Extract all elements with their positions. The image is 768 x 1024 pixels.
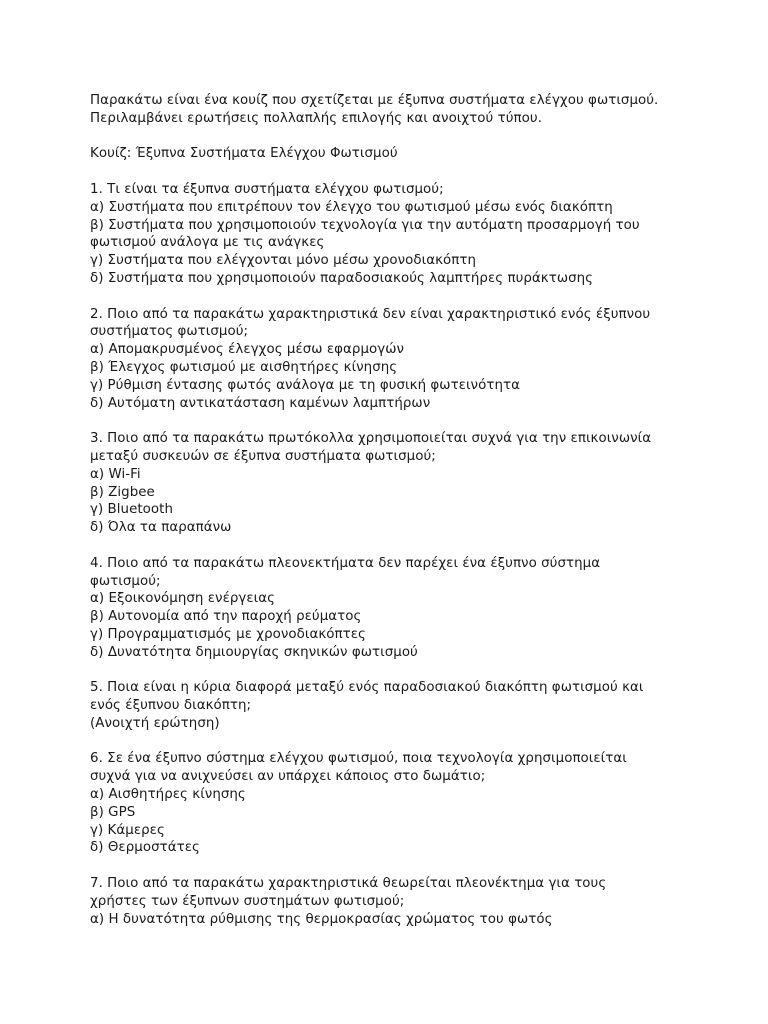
answer-option: γ) Ρύθμιση έντασης φωτός ανάλογα με τη φυσική φωτεινότητα (90, 377, 520, 393)
answer-option: δ) Όλα τα παραπάνω (90, 520, 232, 536)
question-text: 6. Σε ένα έξυπνο σύστημα ελέγχου φωτισμού, ποια τεχνολογία χρησιμοποιείται (90, 751, 627, 767)
answer-option: γ) Προγραμματισμός με χρονοδιακόπτες (90, 626, 366, 642)
spacer (90, 412, 690, 430)
spacer (90, 288, 690, 306)
open-question-note: (Ανοιχτή ερώτηση) (90, 715, 220, 731)
answer-option: α) Εξοικονόμηση ενέργειας (90, 591, 276, 607)
question-text: 2. Ποιο από τα παρακάτω χαρακτηριστικά δεν είναι χαρακτηριστικό ενός έξυπνου (90, 306, 651, 322)
question-text: ενός έξυπνου διακόπτη; (90, 698, 252, 714)
spacer (90, 662, 690, 680)
answer-option: γ) Κάμερες (90, 822, 165, 838)
quiz-title: Κουίζ: Έξυπνα Συστήματα Ελέγχου Φωτισμού (90, 146, 398, 162)
intro-line: Περιλαμβάνει ερωτήσεις πολλαπλής επιλογής και ανοιχτού τύπου. (90, 110, 543, 126)
answer-option: α) Wi-Fi (90, 466, 141, 482)
answer-option: δ) Αυτόματη αντικατάσταση καμένων λαμπτήρων (90, 395, 431, 411)
question-7 (90, 875, 690, 928)
intro (90, 92, 690, 128)
question-text: συστήματος φωτισμού; (90, 324, 249, 340)
question-text: μεταξύ συσκευών σε έξυπνα συστήματα φωτισμού; (90, 448, 436, 464)
question-6 (90, 750, 690, 857)
answer-option: γ) Bluetooth (90, 502, 174, 518)
question-text: 4. Ποιο από τα παρακάτω πλεονεκτήματα δεν παρέχει ένα έξυπνο σύστημα (90, 555, 601, 571)
question-text: 7. Ποιο από τα παρακάτω χαρακτηριστικά θεωρείται πλεονέκτημα για τους (90, 876, 607, 892)
answer-option: β) GPS (90, 804, 136, 820)
answer-option: δ) Θερμοστάτες (90, 840, 200, 856)
question-text: 5. Ποια είναι η κύρια διαφορά μεταξύ ενός παραδοσιακού διακόπτη φωτισμού και (90, 680, 644, 696)
question-text: φωτισμού; (90, 573, 161, 589)
answer-option: φωτισμού ανάλογα με τις ανάγκες (90, 235, 325, 251)
question-4 (90, 555, 690, 662)
answer-option: α) Συστήματα που επιτρέπουν τον έλεγχο του φωτισμού μέσω ενός διακόπτη (90, 199, 613, 215)
answer-option: α) Αισθητήρες κίνησης (90, 787, 246, 803)
answer-option: β) Zigbee (90, 484, 155, 500)
question-text: συχνά για να ανιχνεύσει αν υπάρχει κάποιος στο δωμάτιο; (90, 769, 486, 785)
question-3 (90, 430, 690, 537)
answer-option: δ) Δυνατότητα δημιουργίας σκηνικών φωτισμού (90, 644, 418, 660)
answer-option: α) Η δυνατότητα ρύθμισης της θερμοκρασίας χρώματος του φωτός (90, 911, 553, 927)
question-5 (90, 679, 690, 732)
answer-option: δ) Συστήματα που χρησιμοποιούν παραδοσιακούς λαμπτήρες πυράκτωσης (90, 270, 594, 286)
question-2 (90, 306, 690, 413)
spacer (90, 537, 690, 555)
intro-line: Παρακάτω είναι ένα κουίζ που σχετίζεται με έξυπνα συστήματα ελέγχου φωτισμού. (90, 93, 659, 108)
document-page (90, 92, 690, 928)
question-1 (90, 181, 690, 288)
answer-option: β) Αυτονομία από την παροχή ρεύματος (90, 609, 362, 625)
question-text: 3. Ποιο από τα παρακάτω πρωτόκολλα χρησιμοποιείται συχνά για την επικοινωνία (90, 431, 652, 447)
question-text: 1. Τι είναι τα έξυπνα συστήματα ελέγχου φωτισμού; (90, 181, 444, 197)
spacer (90, 163, 690, 181)
question-text: χρήστες των έξυπνων συστημάτων φωτισμού; (90, 893, 405, 909)
spacer (90, 857, 690, 875)
answer-option: γ) Συστήματα που ελέγχονται μόνο μέσω χρονοδιακόπτη (90, 253, 477, 269)
spacer (90, 733, 690, 751)
spacer (90, 128, 690, 146)
answer-option: β) Έλεγχος φωτισμού με αισθητήρες κίνησης (90, 359, 398, 375)
answer-option: β) Συστήματα που χρησιμοποιούν τεχνολογία για την αυτόματη προσαρμογή του (90, 217, 640, 233)
answer-option: α) Απομακρυσμένος έλεγχος μέσω εφαρμογών (90, 342, 405, 358)
